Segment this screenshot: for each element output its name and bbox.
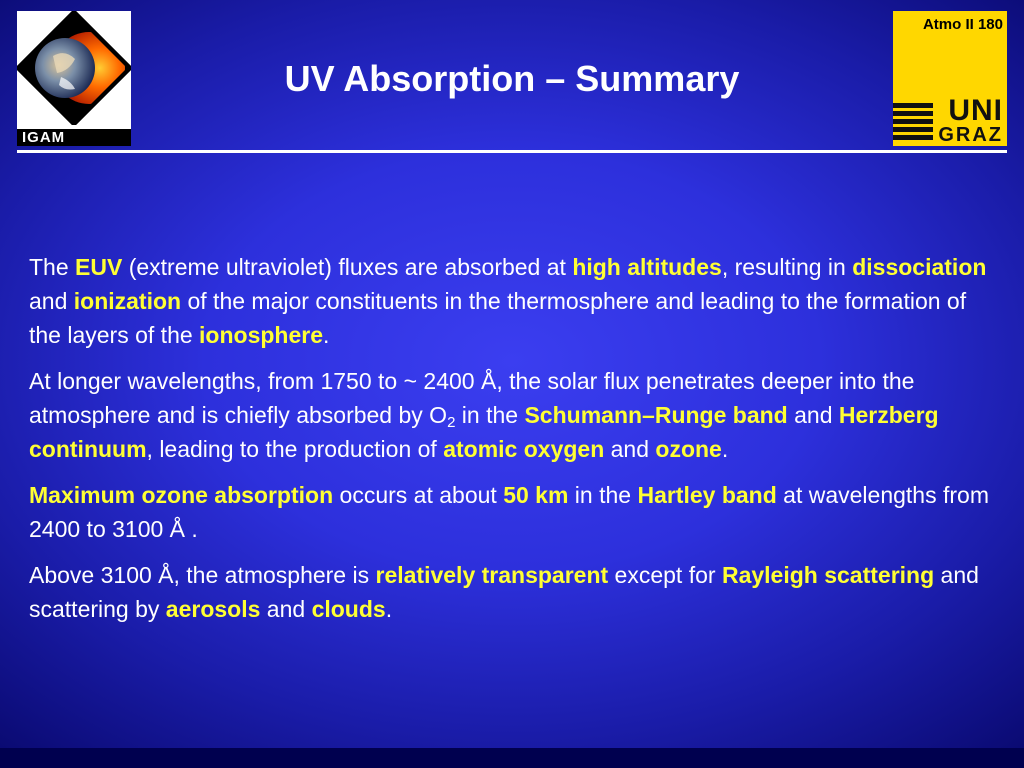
text-run: of the major constituents in the thermosphere and leading to the formation of the layers of the — [29, 288, 967, 348]
highlight-term: aerosols — [165, 596, 261, 622]
paragraph-ozone — [29, 478, 1004, 546]
igam-label: IGAM — [17, 129, 131, 146]
slide-number: Atmo II 180 — [922, 16, 1003, 33]
text-run: (extreme ultraviolet) fluxes are absorbed at — [122, 254, 573, 280]
slide-title: UV Absorption – Summary — [284, 58, 740, 99]
highlight-term: Maximum ozone absorption — [29, 482, 334, 508]
graz-wordmark — [893, 94, 1003, 146]
graz-graz-text: GRAZ — [938, 124, 1003, 146]
paragraph-transparent — [29, 558, 1004, 626]
text-run: and — [29, 288, 74, 314]
text-run: and — [260, 596, 312, 622]
highlight-term: clouds — [311, 596, 386, 622]
earth-sun-diamond-icon — [17, 11, 131, 125]
highlight-term: dissociation — [852, 254, 987, 280]
text-run: . — [323, 322, 330, 348]
text-run: in the — [568, 482, 638, 508]
text-run: At longer wavelengths, from 1750 to ~ 2400 Å, the solar flux penetrates deeper into the atmosphere and is chiefly absorbed by O — [29, 368, 915, 428]
text-run: occurs at about — [333, 482, 504, 508]
highlight-term: Schumann–Runge band — [524, 402, 788, 428]
text-run: The — [29, 254, 76, 280]
uni-graz-logo — [893, 11, 1007, 146]
highlight-term: relatively transparent — [375, 562, 609, 588]
text-run: in the — [455, 402, 525, 428]
text-run: , resulting in — [721, 254, 853, 280]
highlight-term: ozone — [655, 436, 722, 462]
highlight-term: high altitudes — [572, 254, 722, 280]
highlight-term: 50 km — [503, 482, 569, 508]
highlight-term: atomic oxygen — [443, 436, 605, 462]
igam-logo — [17, 11, 131, 146]
highlight-term: ionosphere — [199, 322, 324, 348]
paragraph-euv — [29, 250, 1004, 352]
highlight-term: Rayleigh scattering — [721, 562, 935, 588]
text-run: and — [787, 402, 839, 428]
bottom-bar — [0, 748, 1024, 768]
highlight-term: Hartley band — [637, 482, 777, 508]
text-run: . — [721, 436, 729, 462]
graz-uni-text: UNI — [948, 94, 1003, 127]
paragraph-longer-wavelengths — [29, 364, 1004, 466]
text-run: . — [385, 596, 393, 622]
slide-body — [29, 250, 1004, 638]
text-run: except for — [608, 562, 722, 588]
text-run: at wavelengths from 2400 to 3100 Å . — [29, 482, 989, 542]
text-run: Above 3100 Å, the atmosphere is — [29, 562, 376, 588]
text-run: and scattering by — [29, 562, 979, 622]
subscript: 2 — [447, 414, 456, 431]
highlight-term: EUV — [75, 254, 123, 280]
text-run: and — [604, 436, 656, 462]
text-run: , leading to the production of — [146, 436, 444, 462]
highlight-term: ionization — [73, 288, 182, 314]
title-divider — [17, 150, 1007, 153]
highlight-term: Herzberg continuum — [29, 402, 939, 462]
